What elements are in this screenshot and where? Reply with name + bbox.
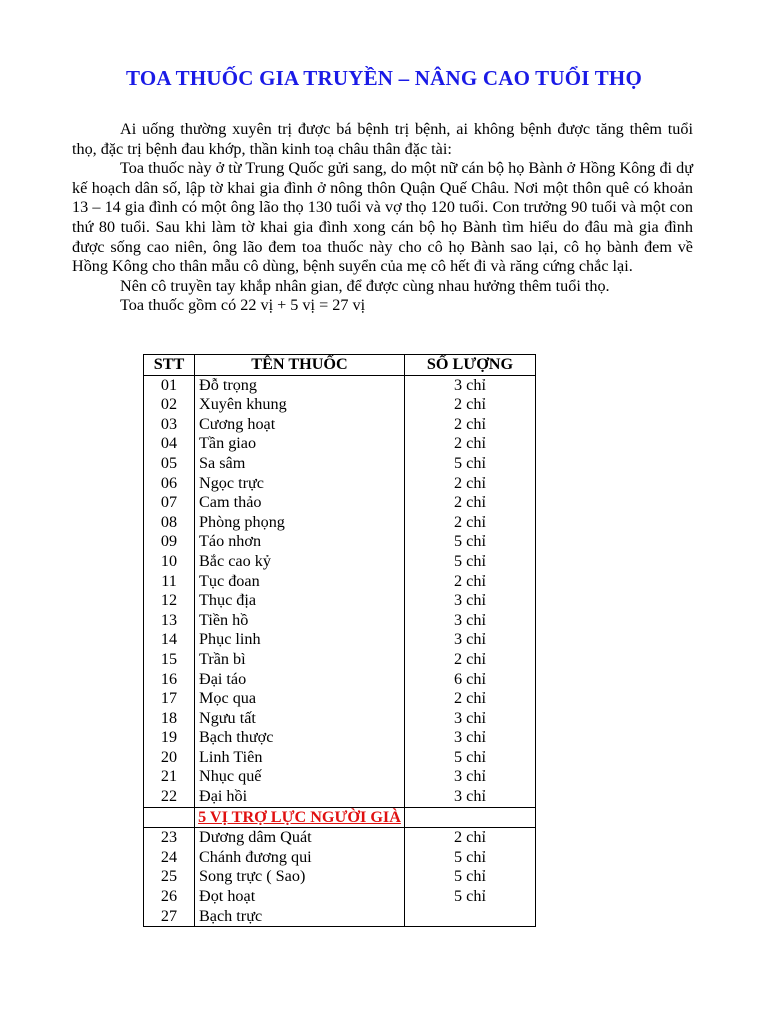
cell-stt: 14 [144,630,195,650]
cell-qty: 2 chỉ [405,415,536,435]
cell-qty: 5 chỉ [405,532,536,552]
cell-name: Đại táo [195,670,405,690]
cell-stt: 17 [144,689,195,709]
cell-stt: 19 [144,728,195,748]
cell-name: Trần bì [195,650,405,670]
cell-stt: 04 [144,434,195,454]
cell-name: Ngưu tất [195,709,405,729]
cell-qty: 3 chỉ [405,728,536,748]
cell-name: Bạch trực [195,907,405,927]
cell-qty: 5 chỉ [405,748,536,768]
table-row [144,709,536,729]
cell-qty: 3 chỉ [405,709,536,729]
table-row [144,532,536,552]
table-row [144,689,536,709]
cell-name: Linh Tiên [195,748,405,768]
table-row [144,375,536,395]
cell-stt: 12 [144,591,195,611]
medicine-table [143,354,536,927]
table-row [144,650,536,670]
table-body-extra [144,828,536,927]
cell-qty: 5 chỉ [405,887,536,907]
cell-stt: 11 [144,572,195,592]
cell-name: Song trực ( Sao) [195,867,405,887]
header-name: TÊN THUỐC [195,355,405,376]
table-row [144,728,536,748]
cell-name: Bắc cao kỷ [195,552,405,572]
cell-qty: 6 chỉ [405,670,536,690]
cell-stt: 01 [144,375,195,395]
cell-qty: 2 chỉ [405,572,536,592]
cell-stt: 18 [144,709,195,729]
table-row [144,591,536,611]
cell-name: Cương hoạt [195,415,405,435]
cell-stt: 07 [144,493,195,513]
cell-qty: 3 chỉ [405,630,536,650]
cell-qty: 2 chỉ [405,474,536,494]
cell-name: Sa sâm [195,454,405,474]
paragraph-3: Nên cô truyền tay khắp nhân gian, để được cùng nhau hưởng thêm tuổi thọ. [120,276,610,295]
cell-stt: 03 [144,415,195,435]
table-row [144,513,536,533]
table-section [144,807,536,828]
table-row [144,670,536,690]
table-row [144,907,536,927]
paragraph-4: Toa thuốc gồm có 22 vị + 5 vị = 27 vị [120,296,366,315]
cell-stt: 08 [144,513,195,533]
cell-name: Nhục quế [195,767,405,787]
cell-qty: 3 chỉ [405,375,536,395]
cell-qty: 3 chỉ [405,591,536,611]
paragraph-2: Toa thuốc này ở từ Trung Quốc gửi sang, do một nữ cán bộ họ Bành ở Hồng Kông đi dự kế hoạch dân số, lập tờ khai gia đình ở nông thôn Quận Quế Châu. Nơi một thôn quê có khoản 13 – 14 gia đình có một ông lão thọ 130 tuổi và vợ thọ 120 tuổi. Con trưởng 90 tuổi và một con thứ 80 tuổi. Sau khi làm tờ khai gia đình xong cán bộ họ Bành tìm hiểu do đâu mà gia đình được sống cao niên, ông lão đem toa thuốc này cho cô họ Bành sao lại, cô họ bành đem về Hồng Kông cho thân mẫu cô dùng, bệnh suyển của mẹ cô hết đi và răng cứng chắc lại. [72,159,693,276]
cell-qty: 5 chỉ [405,454,536,474]
cell-name: Mọc qua [195,689,405,709]
table-row [144,474,536,494]
cell-qty: 2 chỉ [405,828,536,848]
cell-qty: 2 chỉ [405,493,536,513]
cell-name: Xuyên khung [195,395,405,415]
cell-qty: 2 chỉ [405,650,536,670]
cell-stt: 13 [144,611,195,631]
intro-text [72,120,693,316]
header-stt: STT [144,355,195,376]
cell-stt: 25 [144,867,195,887]
cell-name: Ngọc trực [195,474,405,494]
cell-name: Tục đoan [195,572,405,592]
cell-stt: 02 [144,395,195,415]
table-row [144,828,536,848]
cell-name: Dương dâm Quát [195,828,405,848]
table-row [144,867,536,887]
table-body-main [144,375,536,807]
header-qty: SỐ LƯỢNG [405,355,536,376]
cell-qty: 5 chỉ [405,867,536,887]
cell-qty: 2 chỉ [405,395,536,415]
cell-stt: 26 [144,887,195,907]
cell-qty: 2 chỉ [405,513,536,533]
table-row [144,611,536,631]
cell-stt: 15 [144,650,195,670]
cell-name: Cam thảo [195,493,405,513]
table-row [144,434,536,454]
cell-stt: 21 [144,767,195,787]
cell-qty: 3 chỉ [405,787,536,807]
cell-stt: 16 [144,670,195,690]
cell-name: Tiền hồ [195,611,405,631]
cell-qty: 3 chỉ [405,611,536,631]
cell-qty [405,907,536,927]
cell-qty: 2 chỉ [405,434,536,454]
table-row [144,395,536,415]
cell-stt: 24 [144,848,195,868]
table-header-row [144,355,536,376]
table-row [144,887,536,907]
paragraph-1: Ai uống thường xuyên trị được bá bệnh trị bệnh, ai không bệnh được tăng thêm tuổi thọ, đặc trị bệnh đau khớp, thần kinh toạ châu thân đặc tài: [72,120,693,158]
cell-name: Tần giao [195,434,405,454]
table-row [144,748,536,768]
cell-name: Bạch thược [195,728,405,748]
cell-stt: 05 [144,454,195,474]
cell-name: Phòng phọng [195,513,405,533]
table-row [144,630,536,650]
table-row [144,848,536,868]
cell-name: Thục địa [195,591,405,611]
cell-stt: 09 [144,532,195,552]
table-row [144,552,536,572]
cell-name: Phục linh [195,630,405,650]
cell-name: Táo nhơn [195,532,405,552]
cell-qty: 2 chỉ [405,689,536,709]
table-row [144,767,536,787]
cell-qty: 3 chỉ [405,767,536,787]
table-row [144,454,536,474]
cell-name: Đọt hoạt [195,887,405,907]
cell-name: Đại hồi [195,787,405,807]
table-row [144,415,536,435]
cell-qty: 5 chỉ [405,848,536,868]
section-row [144,807,536,828]
cell-stt: 22 [144,787,195,807]
table-row [144,787,536,807]
table-row [144,493,536,513]
cell-stt: 23 [144,828,195,848]
cell-name: Đỗ trọng [195,375,405,395]
cell-stt: 20 [144,748,195,768]
cell-stt: 10 [144,552,195,572]
section-title: 5 VỊ TRỢ LỰC NGƯỜI GIÀ [198,807,401,826]
document-title: TOA THUỐC GIA TRUYỀN – NÂNG CAO TUỔI THỌ [126,66,642,90]
cell-qty: 5 chỉ [405,552,536,572]
cell-stt: 06 [144,474,195,494]
cell-stt: 27 [144,907,195,927]
cell-name: Chánh đương qui [195,848,405,868]
table-row [144,572,536,592]
